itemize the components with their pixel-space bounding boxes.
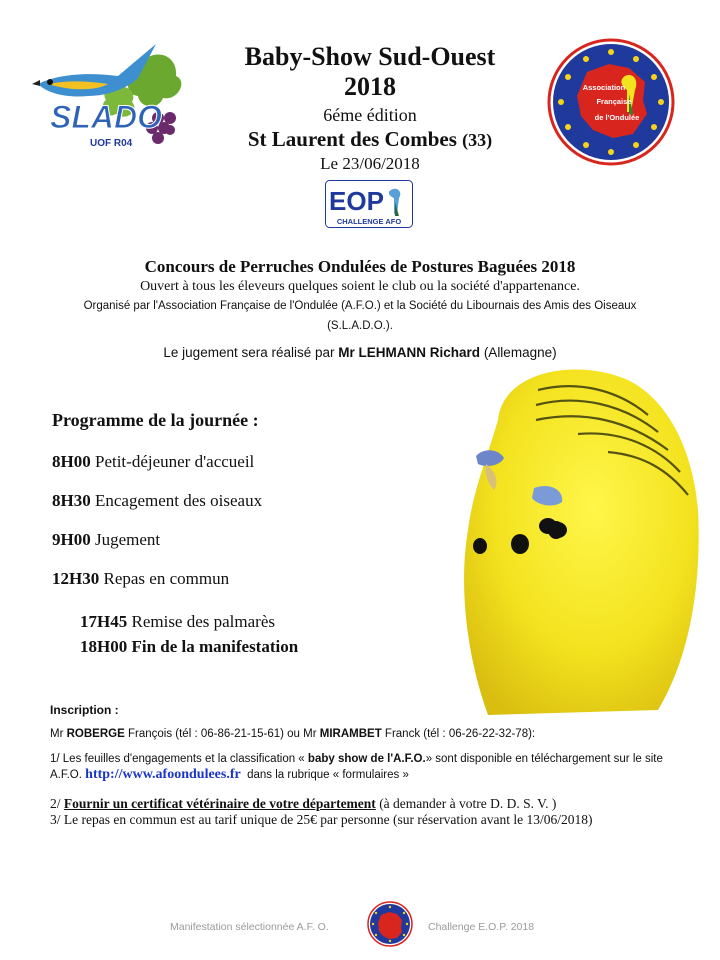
programme-label: Fin de la manifestation	[131, 637, 299, 656]
programme-label: Petit-déjeuner d'accueil	[94, 452, 255, 471]
programme-item	[52, 530, 160, 550]
item1-text-c: dans la rubrique « formulaires »	[247, 769, 409, 781]
programme-item	[80, 612, 275, 632]
item1-text-a: 1/ Les feuilles d'engagements et la classification «	[50, 753, 305, 765]
organizer-line1: Organisé par l'Association Française de l'Ondulée (A.F.O.) et la Société du Libournais des Amis des Oiseaux	[83, 300, 637, 312]
event-title-block	[190, 42, 550, 175]
afo-website-link[interactable]: http://www.afoondulees.fr	[85, 767, 241, 782]
event-edition: 6éme édition	[323, 105, 417, 125]
location-name: St Laurent des Combes	[247, 127, 457, 151]
event-location	[190, 126, 550, 153]
slado-logo	[28, 36, 188, 156]
inscription-item-3: 3/ Le repas en commun est au tarif unique de 25€ par personne (sur réservation avant le 13/06/2018)	[50, 812, 593, 827]
contact2-name: MIRAMBET	[319, 728, 382, 740]
programme-time: 8H00	[52, 452, 91, 471]
eop-text: EOP	[329, 186, 384, 216]
organizer-line2: (S.L.A.D.O.).	[327, 320, 393, 332]
judge-suffix: (Allemagne)	[483, 345, 557, 360]
item2-prefix: 2/	[50, 796, 61, 811]
contact1-name: ROBERGE	[66, 728, 125, 740]
concours-subtitle: Ouvert à tous les éleveurs quelques soient le club ou la société d'appartenance.	[140, 279, 580, 294]
concours-section	[20, 256, 700, 362]
eop-challenge-logo	[325, 180, 413, 228]
programme-time: 9H00	[52, 530, 91, 549]
afo-logo	[547, 38, 675, 166]
programme-time: 8H30	[52, 491, 91, 510]
item1-bold: baby show de l'A.F.O.	[307, 753, 426, 765]
contact1-rest: François (tél : 06-86-21-15-61) ou Mr	[127, 728, 317, 740]
programme-time: 12H30	[52, 569, 100, 588]
programme-label: Repas en commun	[103, 569, 230, 588]
item2-rest: (à demander à votre D. D. S. V. )	[379, 796, 557, 811]
item1-text-b: » sont disponible en téléchargement sur le site A.F.O.	[50, 753, 663, 781]
eop-sub-text: CHALLENGE AFO	[336, 217, 402, 226]
programme-item	[52, 569, 229, 589]
inscription-item-1	[50, 751, 670, 783]
inscription-title: Inscription :	[50, 703, 119, 717]
inscription-contacts	[50, 726, 670, 742]
concours-title: Concours de Perruches Ondulées de Postures Baguées 2018	[144, 257, 576, 276]
budgie-photo	[458, 360, 703, 720]
judge-name: Mr LEHMANN Richard	[338, 345, 481, 360]
afo-logo-line2: Française	[596, 97, 632, 106]
concours-organizer	[60, 296, 660, 336]
afo-logo-line1: Association	[582, 83, 626, 92]
location-dept: (33)	[462, 130, 493, 150]
judge-prefix: Le jugement sera réalisé par	[163, 345, 335, 360]
programme-title: Programme de la journée :	[52, 410, 259, 430]
footer-afo-logo	[367, 901, 413, 947]
programme-label: Jugement	[94, 530, 161, 549]
programme-item	[80, 637, 298, 657]
slado-logo-text: SLADO	[50, 99, 162, 135]
contacts-mr: Mr	[50, 728, 64, 740]
footer-right-text: Challenge E.O.P. 2018	[428, 921, 535, 933]
item2-bold: Fournir un certificat vétérinaire de votre département	[63, 796, 376, 811]
programme-label: Encagement des oiseaux	[94, 491, 263, 510]
programme-item	[52, 452, 254, 472]
event-date: Le 23/06/2018	[320, 154, 420, 173]
programme-label: Remise des palmarès	[131, 612, 275, 631]
programme-time: 17H45	[80, 612, 128, 631]
inscription-item-2	[50, 796, 690, 812]
event-year: 2018	[344, 72, 396, 101]
inscription-items-2-3	[50, 796, 690, 828]
programme-item	[52, 491, 262, 511]
contact2-rest: Franck (tél : 06-26-22-32-78):	[384, 728, 536, 740]
programme-time: 18H00	[80, 637, 128, 656]
slado-logo-sub: UOF R04	[90, 138, 133, 149]
event-title: Baby-Show Sud-Ouest	[244, 42, 496, 71]
afo-logo-line3: de l'Ondulée	[594, 113, 640, 122]
footer-left-text: Manifestation sélectionnée A.F. O.	[170, 921, 329, 933]
